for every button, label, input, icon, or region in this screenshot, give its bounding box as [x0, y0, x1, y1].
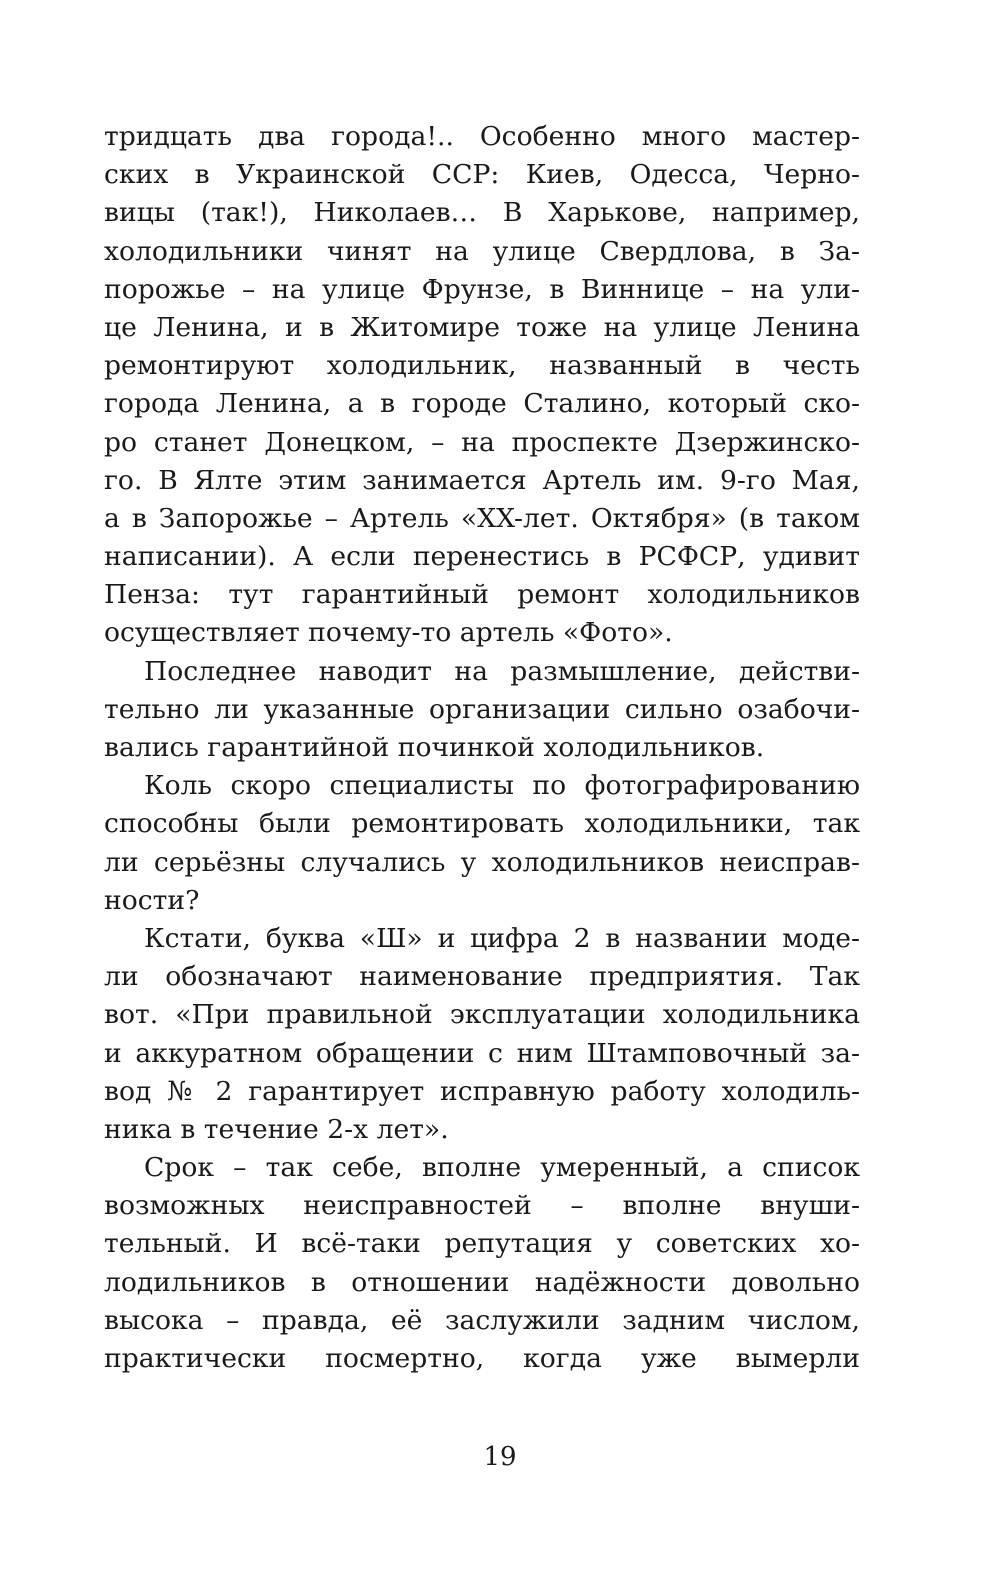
- paragraph: [104, 1149, 860, 1378]
- text-line: практически посмертно, когда уже вымерли: [104, 1343, 860, 1374]
- text-line: ника в течение 2-х лет».: [104, 1113, 449, 1145]
- text-line: написании). А если перенестись в РСФСР, удивит: [104, 541, 860, 573]
- text-line: Кстати, буква «Ш» и цифра 2 в названии моде-: [144, 922, 860, 954]
- text-line: осуществляет почему-то артель «Фото».: [104, 617, 673, 649]
- text-line: порожье – на улице Фрунзе, в Виннице – на ули-: [104, 273, 860, 305]
- text-line: це Ленина, и в Житомире тоже на улице Ленина: [104, 311, 860, 343]
- text-line: лодильников в отношении надёжности довольно: [104, 1266, 860, 1298]
- text-line: города Ленина, а в городе Сталино, который ско-: [104, 388, 860, 420]
- paragraph: [104, 653, 860, 768]
- text-line: ли серьёзны случались у холодильников неисправ-: [104, 846, 860, 878]
- text-line: Коль скоро специалисты по фотографированию: [144, 770, 860, 802]
- text-line: вались гарантийной починкой холодильников.: [104, 732, 765, 763]
- text-line: возможных неисправностей – вполне внуши-: [104, 1190, 860, 1222]
- text-line: вицы (так!), Николаев… В Харькове, например,: [104, 197, 860, 229]
- text-line: ских в Украинской ССР: Киев, Одесса, Черно-: [104, 159, 860, 191]
- text-line: вод № 2 гарантирует исправную работу холодиль-: [104, 1075, 860, 1107]
- text-line: тридцать два города!.. Особенно много мастер-: [104, 121, 860, 152]
- text-line: ремонтируют холодильник, названный в честь: [104, 350, 860, 382]
- text-line: ли обозначают наименование предприятия. Так: [104, 961, 860, 993]
- text-line: Срок – так себе, вполне умеренный, а список: [144, 1152, 860, 1184]
- body-text: [104, 118, 860, 1378]
- paragraph: [104, 118, 860, 653]
- text-line: способны были ремонтировать холодильники, так: [104, 808, 860, 840]
- text-line: вот. «При правильной эксплуатации холодильника: [104, 999, 860, 1031]
- text-line: Последнее наводит на размышление, действи-: [144, 655, 860, 687]
- text-line: а в Запорожье – Артель «XX-лет. Октября» (в таком: [104, 502, 860, 534]
- text-line: высока – правда, её заслужили задним числом,: [104, 1304, 860, 1336]
- text-line: Пенза: тут гарантийный ремонт холодильников: [104, 579, 860, 611]
- text-line: холодильники чинят на улице Свердлова, в За-: [104, 235, 860, 267]
- text-line: тельный. И всё-таки репутация у советских хо-: [104, 1228, 860, 1260]
- text-line: го. В Ялте этим занимается Артель им. 9-го Мая,: [104, 464, 860, 496]
- paragraph: [104, 767, 860, 920]
- text-line: и аккуратном обращении с ним Штамповочный за-: [104, 1037, 860, 1069]
- text-line: ности?: [104, 884, 200, 916]
- text-line: ро станет Донецком, – на проспекте Дзержинско-: [104, 426, 860, 458]
- paragraph: [104, 920, 860, 1149]
- page-number: 19: [483, 1442, 517, 1472]
- text-line: тельно ли указанные организации сильно озабочи-: [104, 693, 860, 725]
